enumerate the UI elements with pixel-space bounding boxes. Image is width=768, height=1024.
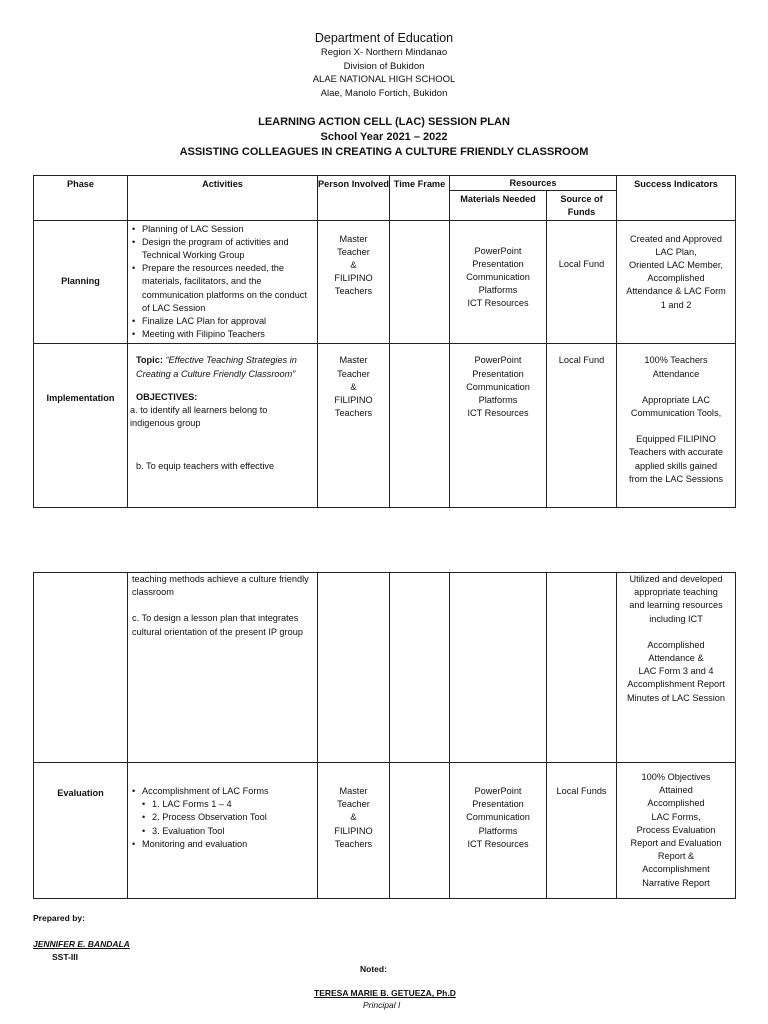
implementation-row [34, 344, 736, 508]
evaluation-row [34, 763, 736, 899]
material-line: Platforms [478, 395, 518, 406]
continuation-text: teaching methods achieve a culture friendly classroom [132, 574, 309, 598]
evaluation-source: Local Funds [547, 763, 617, 899]
person-line: Teacher [337, 799, 370, 810]
success-line: Accomplished [647, 273, 705, 284]
topic-label: Topic: [136, 355, 163, 366]
continuation-person [318, 573, 390, 763]
person-line: FILIPINO [334, 825, 373, 836]
objective-a: a. to identify all learners belong to indigenous group [130, 405, 268, 429]
person-line: Teacher [337, 246, 370, 257]
objective-c: c. To design a lesson plan that integrates cultural orientation of the present IP group [132, 613, 303, 637]
material-line: Communication [466, 812, 530, 823]
person-line: Master [339, 233, 368, 244]
department-name: Department of Education [314, 31, 454, 45]
success-line: including ICT [649, 613, 703, 624]
prepared-by-name: JENNIFER E. BANDALA [33, 939, 130, 949]
continuation-source [547, 573, 617, 763]
implementation-time-frame [390, 344, 450, 508]
list-item: • Accomplishment of LAC Forms [132, 785, 313, 798]
implementation-success [617, 344, 736, 508]
header-time-frame: Time Frame [390, 176, 450, 221]
continuation-row [34, 573, 736, 763]
list-item: • Meeting with Filipino Teachers [132, 328, 313, 341]
lac-plan-table-continued [33, 572, 736, 899]
prepared-by-label: Prepared by: [33, 913, 85, 923]
success-line: Report and Evaluation [630, 838, 722, 849]
school-address: Alae, Manolo Fortich, Bukidon [320, 87, 448, 99]
success-line: LAC Form 3 and 4 [638, 666, 714, 677]
material-line: ICT Resources [467, 408, 529, 419]
success-line: 1 and 2 [660, 299, 692, 310]
document-header [0, 30, 768, 100]
success-line: applied skills gained [634, 460, 718, 471]
theme-title: ASSISTING COLLEAGUES IN CREATING A CULTURE FRIENDLY CLASSROOM [179, 146, 589, 158]
school-year: School Year 2021 – 2022 [320, 131, 448, 143]
continuation-materials [450, 573, 547, 763]
evaluation-success [617, 763, 736, 899]
header-success-indicators: Success Indicators [617, 176, 736, 221]
planning-activities [128, 220, 318, 344]
person-line: Teachers [334, 286, 373, 297]
material-line: PowerPoint [474, 245, 522, 256]
person-line: & [350, 812, 357, 823]
list-item: • Monitoring and evaluation [132, 838, 313, 851]
evaluation-materials [450, 763, 547, 899]
objective-b: b. To equip teachers with effective [136, 461, 275, 472]
material-line: ICT Resources [467, 838, 529, 849]
person-line: FILIPINO [334, 395, 373, 406]
success-line: LAC Plan, [655, 246, 697, 257]
material-line: Communication [466, 381, 530, 392]
continuation-phase [34, 573, 128, 763]
success-line: Attendance & [648, 653, 704, 664]
list-item: • 3. Evaluation Tool [142, 825, 313, 838]
person-line: Teachers [334, 408, 373, 419]
header-materials-needed: Materials Needed [450, 191, 547, 220]
list-item: • Prepare the resources needed, the materials, facilitators, and the communication platforms on the conduct of LAC Session [132, 262, 313, 315]
success-line: and learning resources [629, 600, 723, 611]
person-line: Teacher [337, 368, 370, 379]
evaluation-person [318, 763, 390, 899]
success-line: Report & [657, 851, 695, 862]
plan-title: LEARNING ACTION CELL (LAC) SESSION PLAN [258, 116, 510, 128]
success-line: Communication Tools, [630, 408, 722, 419]
phase-implementation: Implementation [34, 344, 128, 508]
continuation-activities [128, 573, 318, 763]
person-line: Teachers [334, 838, 373, 849]
planning-materials [450, 220, 547, 344]
list-item: • Design the program of activities and Technical Working Group [132, 236, 313, 262]
success-line: Attendance [652, 368, 700, 379]
header-resources: Resources [450, 176, 617, 191]
implementation-materials [450, 344, 547, 508]
success-line: appropriate teaching [634, 587, 718, 598]
continuation-success [617, 573, 736, 763]
success-line: Created and Approved [630, 233, 722, 244]
header-phase: Phase [34, 176, 128, 221]
list-item: • Planning of LAC Session [132, 223, 313, 236]
material-line: Platforms [478, 825, 518, 836]
noted-label: Noted: [360, 964, 387, 974]
noted-by-name: TERESA MARIE B. GETUEZA, Ph.D [314, 988, 456, 998]
success-line: Minutes of LAC Session [626, 692, 726, 703]
success-line: Equipped FILIPINO [636, 434, 716, 445]
success-line: Appropriate LAC [642, 394, 710, 405]
noted-by-title: Principal I [363, 1000, 401, 1010]
header-source-of-funds: Source of Funds [547, 191, 617, 220]
header-activities: Activities [128, 176, 318, 221]
planning-source: Local Fund [547, 220, 617, 344]
success-line: Utilized and developed [629, 574, 723, 584]
topic-line [136, 354, 313, 380]
header-person-involved: Person Involved [318, 176, 390, 221]
planning-time-frame [390, 220, 450, 344]
list-item: • 1. LAC Forms 1 – 4 [142, 798, 313, 811]
continuation-time-frame [390, 573, 450, 763]
implementation-source: Local Fund [547, 344, 617, 508]
planning-row [34, 220, 736, 344]
success-line: Attendance & LAC Form [626, 286, 726, 297]
success-line: Accomplishment Report [627, 679, 725, 690]
material-line: Communication [466, 272, 530, 283]
success-line: Accomplished [647, 639, 705, 650]
topic-text: “Effective Teaching Strategies in Creating a Culture Friendly Classroom” [136, 355, 297, 379]
person-line: Master [339, 355, 368, 366]
success-line: Oriented LAC Member, [629, 260, 723, 271]
phase-planning: Planning [34, 220, 128, 344]
material-line: PowerPoint [474, 355, 522, 366]
success-spacer [620, 381, 732, 394]
person-line: Master [339, 786, 368, 796]
success-line: Accomplishment [642, 864, 710, 875]
success-line: Attained [659, 785, 693, 796]
success-spacer [620, 420, 732, 433]
planning-success [617, 220, 736, 344]
material-line: Presentation [472, 799, 524, 810]
person-line: FILIPINO [334, 273, 373, 284]
division-name: Division of Bukidon [343, 60, 425, 72]
school-name: ALAE NATIONAL HIGH SCHOOL [312, 74, 456, 85]
implementation-person [318, 344, 390, 508]
region-name: Region X- Northern Mindanao [320, 47, 448, 58]
success-line: Accomplished [647, 798, 705, 809]
list-item: • Finalize LAC Plan for approval [132, 315, 313, 328]
success-line: from the LAC Sessions [629, 473, 723, 484]
phase-evaluation: Evaluation [34, 763, 128, 899]
material-line: ICT Resources [467, 298, 529, 309]
success-line: LAC Forms, [651, 811, 701, 822]
success-line: 100% Teachers [644, 355, 708, 366]
material-line: PowerPoint [474, 786, 522, 796]
material-line: Presentation [472, 258, 524, 269]
success-spacer [620, 626, 732, 639]
objectives-label: OBJECTIVES: [136, 391, 198, 402]
person-line: & [350, 381, 357, 392]
lac-plan-table [33, 175, 736, 508]
success-line: Process Evaluation [636, 824, 716, 835]
success-line: Teachers with accurate [629, 447, 723, 458]
material-line: Platforms [478, 285, 518, 296]
evaluation-activities [128, 763, 318, 899]
person-line: & [350, 260, 357, 271]
list-item: • 2. Process Observation Tool [142, 811, 313, 824]
prepared-by-title: SST-III [52, 952, 78, 962]
success-line: Narrative Report [642, 877, 710, 888]
implementation-activities [128, 344, 318, 508]
planning-person [318, 220, 390, 344]
success-line: 100% Objectives [641, 772, 711, 782]
evaluation-time-frame [390, 763, 450, 899]
material-line: Presentation [472, 368, 524, 379]
document-titles [0, 115, 768, 160]
